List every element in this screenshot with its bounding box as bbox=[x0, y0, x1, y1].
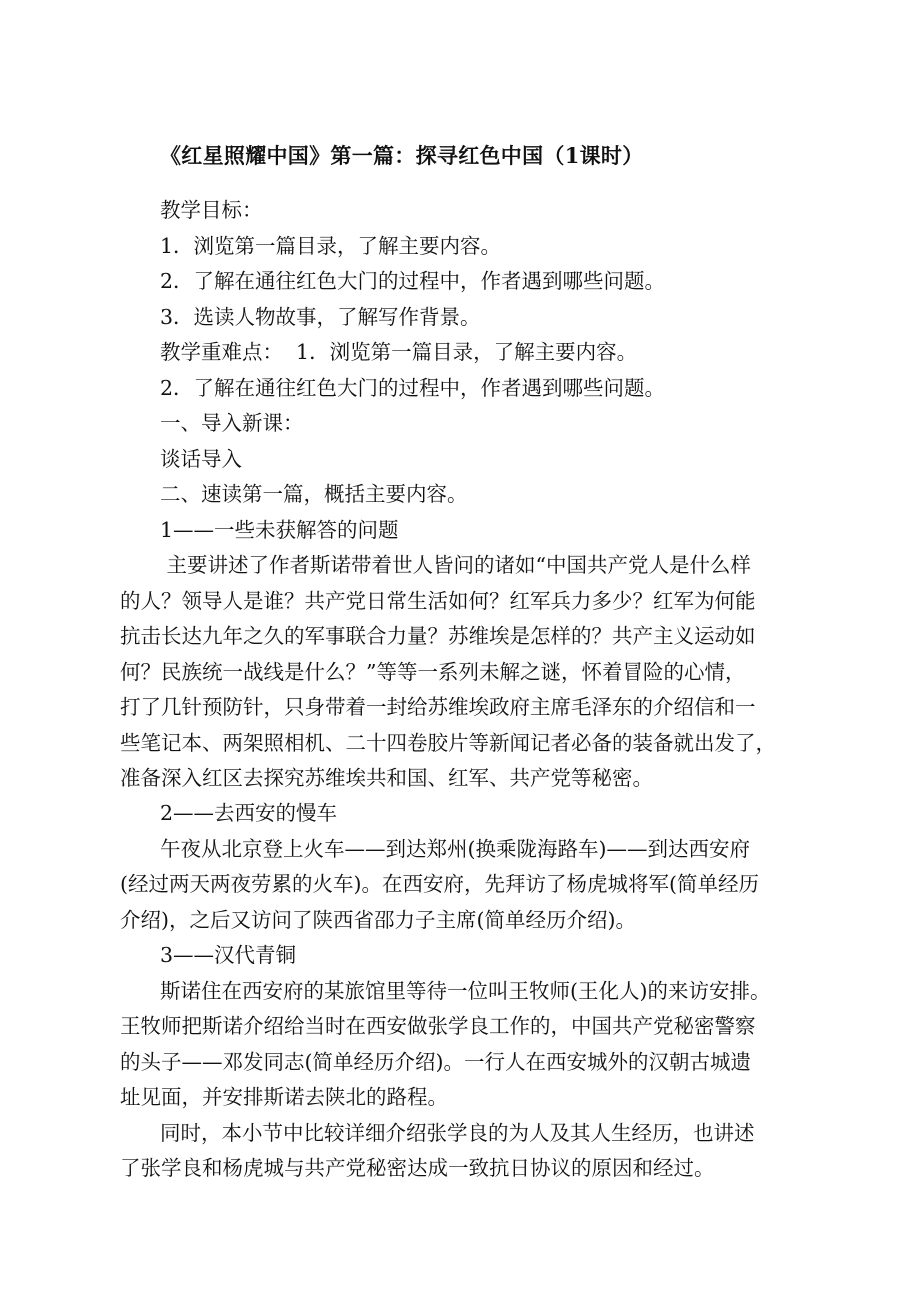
chapter1-heading: 1——一些未获解答的问题 bbox=[160, 517, 399, 542]
paragraph-line: 的头子——邓发同志(简单经历介绍)。一行人在西安城外的汉朝古城遗 bbox=[120, 1049, 751, 1074]
paragraph-line: 准备深入红区去探究苏维埃共和国、红军、共产党等秘密。 bbox=[120, 766, 653, 790]
chapter3-heading: 3——汉代青铜 bbox=[160, 943, 297, 967]
chapter2-heading: 2——去西安的慢车 bbox=[160, 801, 338, 825]
chapter1-paragraph bbox=[120, 548, 780, 797]
paragraph-line: 打了几针预防针，只身带着一封给苏维埃政府主席毛泽东的介绍信和一 bbox=[120, 695, 756, 719]
paragraph-line: 了张学良和杨虎城与共产党秘密达成一致抗日协议的原因和经过。 bbox=[120, 1156, 715, 1180]
paragraph-line: 午夜从北京登上火车——到达郑州(换乘陇海路车)——到达西安府 bbox=[160, 836, 750, 861]
paragraph-line: 王牧师把斯诺介绍给当时在西安做张学良工作的，中国共产党秘密警察 bbox=[120, 1014, 756, 1038]
paragraph-line: 些笔记本、两架照相机、二十四卷胶片等新闻记者必备的装备就出发了， bbox=[120, 730, 776, 755]
chapter2-block bbox=[120, 796, 780, 938]
paragraph-line: 主要讲述了作者斯诺带着世人皆问的诸如“中国共产党人是什么样 bbox=[160, 553, 751, 577]
section1-heading: 一、导入新课： bbox=[160, 411, 304, 435]
chapter3-block bbox=[120, 938, 780, 1187]
objective-item: 2．了解在通往红色大门的过程中，作者遇到哪些问题。 bbox=[160, 269, 666, 293]
paragraph-line: (经过两天两夜劳累的火车)。在西安府，先拜访了杨虎城将军(简单经历 bbox=[120, 872, 759, 896]
objectives-heading: 教学目标： bbox=[160, 198, 263, 222]
document-title: 《红星照耀中国》第一篇：探寻红色中国（1课时） bbox=[160, 143, 644, 168]
section2-heading: 二、速读第一篇，概括主要内容。 bbox=[160, 482, 468, 506]
paragraph-line: 同时，本小节中比较详细介绍张学良的为人及其人生经历，也讲述 bbox=[160, 1120, 755, 1145]
paragraph-line: 斯诺住在西安府的某旅馆里等待一位叫王牧师(王化人)的来访安排。 bbox=[160, 978, 771, 1003]
key-points-line: 2．了解在通往红色大门的过程中，作者遇到哪些问题。 bbox=[160, 375, 666, 400]
objective-item: 1．浏览第一篇目录，了解主要内容。 bbox=[160, 233, 502, 258]
objective-item: 3．选读人物故事，了解写作背景。 bbox=[160, 304, 481, 329]
section1-text: 谈话导入 bbox=[160, 446, 242, 471]
paragraph-line: 的人？领导人是谁？共产党日常生活如何？红军兵力多少？红军为何能 bbox=[120, 588, 756, 613]
paragraph-line: 址见面，并安排斯诺去陕北的路程。 bbox=[120, 1085, 448, 1109]
key-points-line: 教学重难点： 1．浏览第一篇目录，了解主要内容。 bbox=[160, 340, 638, 364]
objectives-block bbox=[160, 193, 780, 548]
paragraph-line: 介绍)，之后又访问了陕西省邵力子主席(简单经历介绍)。 bbox=[120, 907, 636, 932]
paragraph-line: 抗击长达九年之久的军事联合力量？苏维埃是怎样的？共产主义运动如 bbox=[120, 624, 756, 648]
paragraph-line: 何？民族统一战线是什么？”等等一系列未解之谜，怀着冒险的心情， bbox=[120, 659, 746, 684]
